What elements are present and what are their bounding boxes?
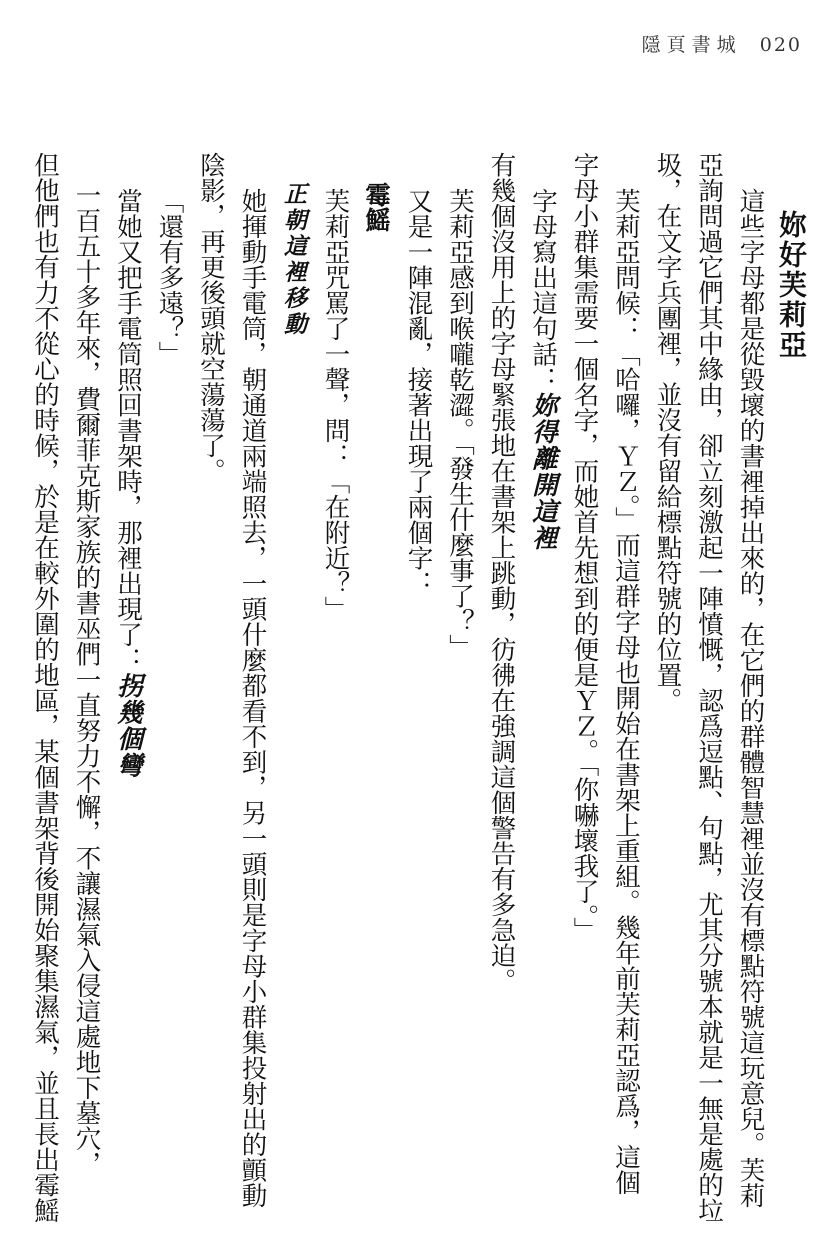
text-column: 一百五十多年來，費爾菲克斯家族的書巫們一直努力不懈，不讓濕氣入侵這處地下墓穴， <box>71 182 102 1177</box>
text-column: 又是一陣混亂，接著出現了兩個字： <box>403 188 434 596</box>
text-column: 字母小群集需要一個名字，而她首先想到的便是ＹＺ。「你嚇壞我了。」 <box>569 152 600 943</box>
page-number: 020 <box>759 34 802 56</box>
text-column: 陰影，再更後頭就空蕩蕩了。 <box>196 152 226 484</box>
text-column: 亞詢問過它們其中緣由，卻立刻激起一陣憤慨，認爲逗點、句點，尤其分號本就是一無是處的垃 <box>694 152 724 1223</box>
chapter-heading: 妳好芙莉亞 <box>775 210 808 360</box>
text-column: 當她又把手電筒照回書架時，那裡出現了：拐幾個彎 <box>113 188 143 779</box>
text-column: 芙莉亞咒罵了一聲，問：「在附近？」 <box>320 188 351 622</box>
text-column: 字母寫出這句話：妳得離開這裡 <box>528 188 558 551</box>
page-body <box>12 152 812 1232</box>
handwritten-message: 霉鰩 <box>362 182 391 232</box>
text-column: 「還有多遠？」 <box>154 188 185 367</box>
text-column: 這些字母都是從毀壞的書裡掉出來的，在它們的群體智慧裡並沒有標點符號這玩意兒。芙莉 <box>735 188 766 1208</box>
text-column: 芙莉亞感到喉嚨乾澀。「發生什麼事了？」 <box>445 188 475 660</box>
text-column: 有幾個沒用上的字母緊張地在書架上跳動，彷彿在強調這個警告有多急迫。 <box>486 152 517 994</box>
handwritten-message: 拐幾個彎 <box>113 672 143 779</box>
page-header <box>642 30 802 57</box>
handwritten-message: 正朝這裡移動 <box>280 182 307 338</box>
text-column: 圾，在文字兵團裡，並沒有留給標點符號的位置。 <box>652 152 683 713</box>
text-column: 芙莉亞問候：「哈囉，ＹＺ。」而這群字母也開始在書架上重組。幾年前芙莉亞認爲，這個 <box>611 188 641 1196</box>
text-column: 她揮動手電筒，朝通道兩端照去，一頭什麼都看不到，另一頭則是字母小群集投射出的顫動 <box>237 188 268 1208</box>
text-column: 但他們也有力不從心的時候，於是在較外圍的地區，某個書架背後開始聚集濕氣，並且長出霉鰩 <box>30 152 60 1223</box>
handwritten-message: 妳得離開這裡 <box>528 392 558 551</box>
site-name: 隱頁書城 <box>641 34 742 56</box>
